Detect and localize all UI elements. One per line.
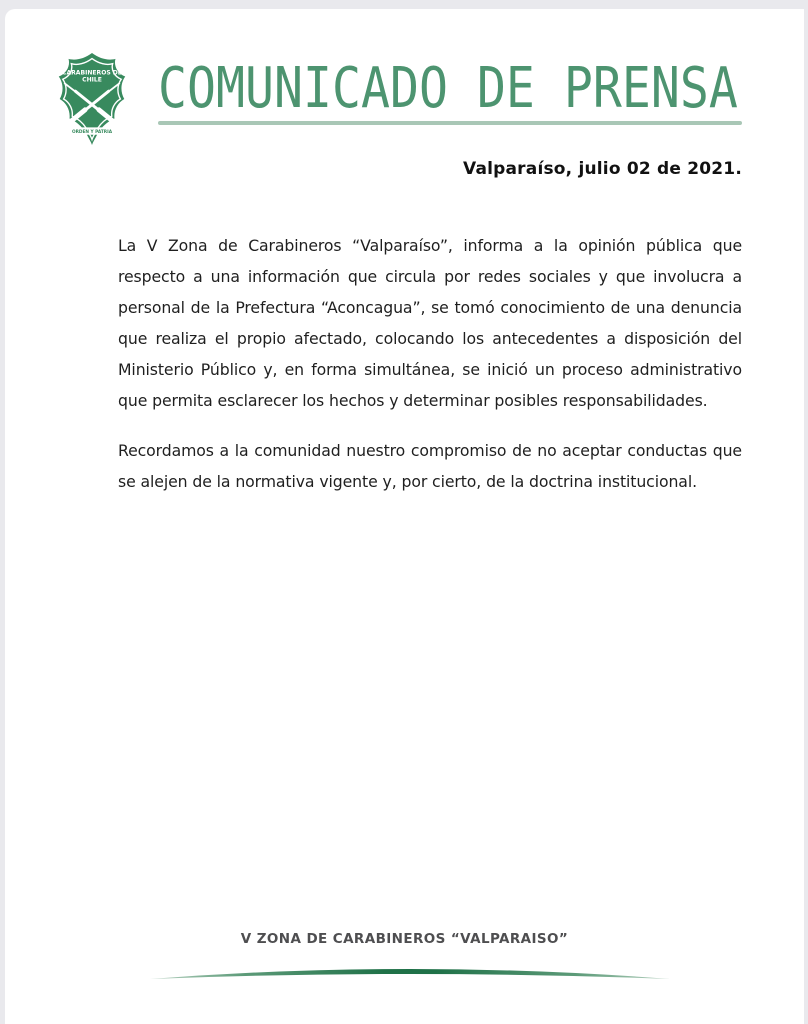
body-text xyxy=(118,230,742,516)
crest-text-line2: CHILE xyxy=(82,76,102,84)
carabineros-crest-icon xyxy=(48,50,136,148)
crest-ribbon-text: ORDEN Y PATRIA xyxy=(71,129,113,135)
paragraph-1: La V Zona de Carabineros “Valparaíso”, informa a la opinión pública que respecto a una información que circula por redes sociales y que involucra a personal de la Prefectura “Aconcagua”, se tomó conocimiento de una denuncia que realiza el propio afectado, colocando los antecedentes a disposición del Ministerio Público y, en forma simultánea, se inició un proceso administrativo que permita esclarecer los hechos y determinar posibles responsabilidades. xyxy=(118,236,742,410)
paragraph-2: Recordamos a la comunidad nuestro compromiso de no aceptar conductas que se alejen de la normativa vigente y, por cierto, de la doctrina institucional. xyxy=(118,441,742,491)
footer-zone-name: V ZONA DE CARABINEROS “VALPARAISO” xyxy=(240,931,569,947)
dateline: Valparaíso, julio 02 de 2021. xyxy=(463,159,742,179)
press-release-page xyxy=(5,9,804,1024)
footer-swoosh-decoration xyxy=(148,959,672,983)
page-title: COMUNICADO DE PRENSA xyxy=(158,56,738,121)
title-underline xyxy=(158,121,742,125)
crest-text-line1: CARABINEROS DE xyxy=(62,69,122,77)
